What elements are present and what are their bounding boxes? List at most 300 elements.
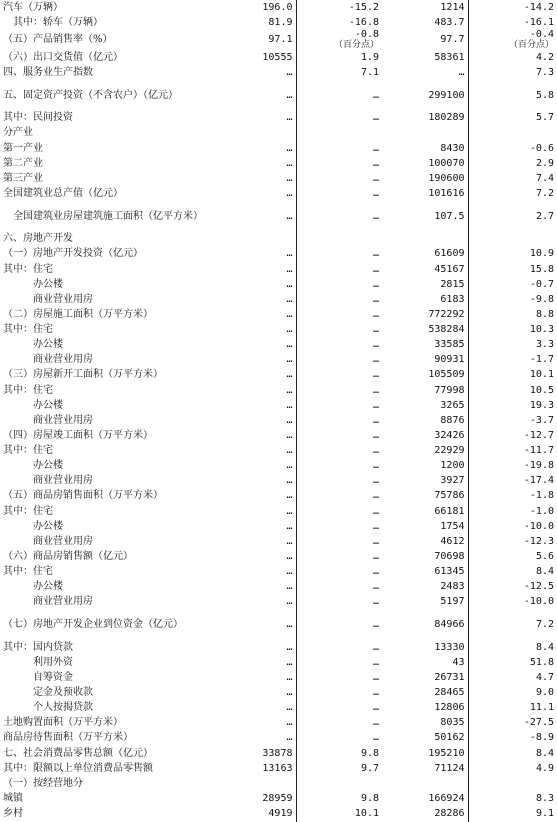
ytd-growth: -8.9 bbox=[529, 732, 554, 744]
ytd-growth bbox=[468, 232, 557, 247]
ytd-value: 1754 bbox=[382, 519, 468, 534]
table-row bbox=[0, 595, 557, 610]
ytd-growth: -0.6 bbox=[529, 142, 554, 154]
month-growth: … bbox=[372, 278, 379, 290]
ytd-value: 6183 bbox=[382, 292, 468, 307]
growth-value: -0.8 bbox=[354, 30, 379, 41]
month-value: … bbox=[204, 670, 296, 685]
ytd-growth: -1.7 bbox=[529, 354, 554, 366]
row-label: 办公楼 bbox=[33, 278, 63, 290]
ytd-value: 66181 bbox=[382, 504, 468, 519]
ytd-value: 61345 bbox=[382, 565, 468, 580]
table-row bbox=[0, 156, 557, 171]
month-value: … bbox=[204, 459, 296, 474]
ytd-growth: 5.8 bbox=[535, 89, 554, 101]
ytd-growth: 8.3 bbox=[535, 792, 554, 804]
row-label: 自筹资金 bbox=[33, 671, 73, 683]
month-growth: … bbox=[372, 550, 379, 562]
ytd-value: 26731 bbox=[382, 670, 468, 685]
month-growth: … bbox=[372, 369, 379, 381]
month-growth: … bbox=[372, 596, 379, 608]
row-label: 乡村 bbox=[3, 808, 23, 820]
table-row bbox=[0, 444, 557, 459]
month-growth: … bbox=[372, 566, 379, 578]
row-label: 其中：国内贷款 bbox=[3, 641, 73, 653]
month-value bbox=[204, 776, 296, 791]
month-value: … bbox=[204, 323, 296, 338]
month-value: 4919 bbox=[204, 807, 296, 822]
month-value: … bbox=[204, 368, 296, 383]
month-growth: … bbox=[372, 475, 379, 487]
month-value: 28959 bbox=[204, 791, 296, 806]
table-row bbox=[0, 262, 557, 277]
unit-note: （百分点） bbox=[333, 40, 379, 51]
month-value: 81.9 bbox=[204, 15, 296, 30]
table-row bbox=[0, 670, 557, 685]
ytd-value: 28465 bbox=[382, 686, 468, 701]
month-value: … bbox=[204, 595, 296, 610]
row-label: 其中：轿车（万辆） bbox=[13, 16, 103, 28]
month-value: … bbox=[204, 549, 296, 564]
row-label: 办公楼 bbox=[33, 520, 63, 532]
row-label: 其中：住宅 bbox=[3, 384, 53, 396]
table-row bbox=[0, 30, 557, 50]
row-label: 全国建筑业总产值（亿元） bbox=[3, 187, 123, 199]
month-value: … bbox=[204, 202, 296, 232]
ytd-growth: 10.9 bbox=[529, 248, 554, 260]
month-growth: … bbox=[372, 142, 379, 154]
ytd-value: 5197 bbox=[382, 595, 468, 610]
ytd-growth: 11.1 bbox=[529, 702, 554, 714]
row-label: 定金及预收款 bbox=[33, 687, 93, 699]
month-growth: … bbox=[372, 490, 379, 502]
table-row bbox=[0, 232, 557, 247]
month-growth: … bbox=[372, 732, 379, 744]
ytd-value: 12806 bbox=[382, 701, 468, 716]
month-value: 10555 bbox=[204, 50, 296, 65]
ytd-growth bbox=[468, 776, 557, 791]
month-growth: … bbox=[372, 248, 379, 260]
ytd-growth: -12.5 bbox=[523, 581, 554, 593]
month-value: … bbox=[204, 701, 296, 716]
row-label: 第二产业 bbox=[3, 157, 43, 169]
ytd-growth: 4.7 bbox=[535, 671, 554, 683]
row-label: 办公楼 bbox=[33, 399, 63, 411]
row-label: 土地购置面积（万平方米） bbox=[3, 717, 123, 729]
month-value: … bbox=[204, 565, 296, 580]
table-row bbox=[0, 292, 557, 307]
ytd-growth: -11.7 bbox=[523, 445, 554, 457]
month-growth: … bbox=[372, 354, 379, 366]
ytd-value: 43 bbox=[382, 655, 468, 670]
month-growth bbox=[296, 776, 382, 791]
month-growth: 9.8 bbox=[360, 792, 379, 804]
month-growth: … bbox=[372, 505, 379, 517]
table-row bbox=[0, 610, 557, 640]
ytd-value: 22929 bbox=[382, 444, 468, 459]
ytd-growth: 15.8 bbox=[529, 263, 554, 275]
row-label: 其中：住宅 bbox=[3, 566, 53, 578]
month-value: … bbox=[204, 428, 296, 443]
month-value: … bbox=[204, 655, 296, 670]
month-growth: … bbox=[372, 324, 379, 336]
table-row bbox=[0, 504, 557, 519]
ytd-value bbox=[382, 126, 468, 141]
ytd-growth: 7.3 bbox=[535, 66, 554, 78]
ytd-growth: 10.5 bbox=[529, 384, 554, 396]
table-row bbox=[0, 353, 557, 368]
month-value bbox=[204, 126, 296, 141]
month-value: … bbox=[204, 292, 296, 307]
row-label: （一）按经营地分 bbox=[3, 777, 83, 789]
ytd-growth: -9.8 bbox=[529, 293, 554, 305]
ytd-value: … bbox=[382, 65, 468, 80]
ytd-value: 33585 bbox=[382, 338, 468, 353]
table-row bbox=[0, 126, 557, 141]
table-row bbox=[0, 247, 557, 262]
ytd-growth: 8.8 bbox=[535, 308, 554, 320]
month-growth: … bbox=[372, 89, 379, 101]
month-value: … bbox=[204, 580, 296, 595]
ytd-growth: -3.7 bbox=[529, 414, 554, 426]
month-growth: … bbox=[372, 293, 379, 305]
month-value: … bbox=[204, 186, 296, 201]
row-label: 个人按揭贷款 bbox=[33, 702, 93, 714]
month-value: … bbox=[204, 353, 296, 368]
ytd-growth: 8.4 bbox=[535, 566, 554, 578]
month-growth bbox=[296, 30, 382, 50]
ytd-value: 190600 bbox=[382, 171, 468, 186]
month-value: … bbox=[204, 307, 296, 322]
month-growth: … bbox=[372, 641, 379, 653]
month-value: 97.1 bbox=[204, 30, 296, 50]
ytd-value: 45167 bbox=[382, 262, 468, 277]
ytd-value: 105509 bbox=[382, 368, 468, 383]
month-value: … bbox=[204, 111, 296, 126]
row-label: 城镇 bbox=[3, 792, 23, 804]
month-growth bbox=[296, 232, 382, 247]
ytd-growth: -12.3 bbox=[523, 535, 554, 547]
table-row bbox=[0, 580, 557, 595]
row-label: 其中：住宅 bbox=[3, 445, 53, 457]
month-growth: … bbox=[372, 520, 379, 532]
month-value: … bbox=[204, 534, 296, 549]
table-row bbox=[0, 686, 557, 701]
month-value: 33878 bbox=[204, 746, 296, 761]
month-value: … bbox=[204, 247, 296, 262]
month-value: … bbox=[204, 716, 296, 731]
month-value: … bbox=[204, 383, 296, 398]
table-row bbox=[0, 791, 557, 806]
month-value: 196.0 bbox=[204, 0, 296, 15]
row-label: 汽车（万辆） bbox=[3, 1, 63, 13]
month-growth: … bbox=[372, 702, 379, 714]
ytd-growth: 7.2 bbox=[535, 187, 554, 199]
table-row bbox=[0, 640, 557, 655]
ytd-value: 77998 bbox=[382, 383, 468, 398]
month-growth: … bbox=[372, 445, 379, 457]
row-label: （六）出口交货值（亿元） bbox=[3, 51, 123, 63]
month-value: … bbox=[204, 686, 296, 701]
ytd-growth: -27.5 bbox=[523, 717, 554, 729]
month-value: … bbox=[204, 610, 296, 640]
row-label: 七、社会消费品零售总额（亿元） bbox=[3, 747, 153, 759]
row-label: 其中：民间投资 bbox=[3, 112, 73, 124]
ytd-value: 97.7 bbox=[382, 30, 468, 50]
ytd-growth: 3.3 bbox=[535, 339, 554, 351]
table-row bbox=[0, 413, 557, 428]
ytd-growth: 2.7 bbox=[535, 210, 554, 222]
table-row bbox=[0, 398, 557, 413]
ytd-value: 101616 bbox=[382, 186, 468, 201]
month-value: … bbox=[204, 640, 296, 655]
month-growth: … bbox=[372, 112, 379, 124]
ytd-growth bbox=[468, 30, 557, 50]
table-row bbox=[0, 186, 557, 201]
month-growth: … bbox=[372, 172, 379, 184]
ytd-growth: -1.0 bbox=[529, 505, 554, 517]
month-value: … bbox=[204, 262, 296, 277]
table-row bbox=[0, 731, 557, 746]
table-row bbox=[0, 15, 557, 30]
ytd-value: 100070 bbox=[382, 156, 468, 171]
row-label: 商业营业用房 bbox=[33, 293, 93, 305]
ytd-growth: -1.8 bbox=[529, 490, 554, 502]
month-value: … bbox=[204, 398, 296, 413]
row-label: 商业营业用房 bbox=[33, 535, 93, 547]
table-row bbox=[0, 65, 557, 80]
month-growth: … bbox=[372, 619, 379, 630]
row-label: 商业营业用房 bbox=[33, 354, 93, 366]
month-growth bbox=[296, 126, 382, 141]
table-row bbox=[0, 111, 557, 126]
ytd-value: 1214 bbox=[382, 0, 468, 15]
row-label: 其中：限额以上单位消费品零售额 bbox=[3, 762, 153, 774]
ytd-growth: 4.2 bbox=[535, 51, 554, 63]
ytd-growth: -10.0 bbox=[523, 596, 554, 608]
row-label: （五）产品销售率（%） bbox=[3, 34, 113, 46]
ytd-value bbox=[382, 232, 468, 247]
row-label: （四）房屋竣工面积（万平方米） bbox=[3, 429, 153, 441]
ytd-growth: -14.2 bbox=[523, 1, 554, 13]
ytd-value: 299100 bbox=[382, 81, 468, 111]
ytd-value: 28286 bbox=[382, 807, 468, 822]
month-value: … bbox=[204, 81, 296, 111]
row-label: （六）商品房销售额（亿元） bbox=[3, 550, 133, 562]
month-growth: … bbox=[372, 399, 379, 411]
row-label: 六、房地产开发 bbox=[3, 233, 73, 245]
ytd-growth: 5.7 bbox=[535, 112, 554, 124]
ytd-growth bbox=[468, 126, 557, 141]
month-growth: … bbox=[372, 384, 379, 396]
ytd-growth: -0.7 bbox=[529, 278, 554, 290]
month-growth: … bbox=[372, 210, 379, 222]
table-row bbox=[0, 323, 557, 338]
month-growth: … bbox=[372, 339, 379, 351]
ytd-value: 84966 bbox=[382, 610, 468, 640]
table-row bbox=[0, 368, 557, 383]
month-growth: … bbox=[372, 460, 379, 472]
ytd-value: 50162 bbox=[382, 731, 468, 746]
ytd-value: 71124 bbox=[382, 761, 468, 776]
month-value: … bbox=[204, 338, 296, 353]
month-growth: … bbox=[372, 429, 379, 441]
table-row bbox=[0, 459, 557, 474]
ytd-growth: 4.9 bbox=[535, 762, 554, 774]
ytd-growth: 5.6 bbox=[535, 550, 554, 562]
row-label: 全国建筑业房屋建筑施工面积（亿平方米） bbox=[13, 210, 203, 222]
month-growth: 1.9 bbox=[360, 51, 379, 63]
month-growth: … bbox=[372, 581, 379, 593]
ytd-growth: 7.2 bbox=[535, 619, 554, 630]
ytd-value: 2483 bbox=[382, 580, 468, 595]
table-row bbox=[0, 0, 557, 15]
ytd-value: 3265 bbox=[382, 398, 468, 413]
table-row bbox=[0, 171, 557, 186]
ytd-value: 75786 bbox=[382, 489, 468, 504]
table-row bbox=[0, 519, 557, 534]
ytd-value: 180289 bbox=[382, 111, 468, 126]
month-growth: 9.7 bbox=[360, 762, 379, 774]
ytd-value: 4612 bbox=[382, 534, 468, 549]
table-row bbox=[0, 50, 557, 65]
row-label: 商品房待售面积（万平方米） bbox=[3, 732, 133, 744]
ytd-value: 58361 bbox=[382, 50, 468, 65]
table-row bbox=[0, 701, 557, 716]
ytd-value: 90931 bbox=[382, 353, 468, 368]
ytd-growth: 9.0 bbox=[535, 687, 554, 699]
row-label: 其中：住宅 bbox=[3, 324, 53, 336]
ytd-value: 13330 bbox=[382, 640, 468, 655]
month-growth: 9.8 bbox=[360, 747, 379, 759]
month-growth: … bbox=[372, 187, 379, 199]
ytd-value: 483.7 bbox=[382, 15, 468, 30]
ytd-value bbox=[382, 776, 468, 791]
ytd-growth: -19.8 bbox=[523, 460, 554, 472]
table-row bbox=[0, 716, 557, 731]
table-row bbox=[0, 474, 557, 489]
month-growth: … bbox=[372, 263, 379, 275]
month-value: … bbox=[204, 444, 296, 459]
row-label: （三）房屋新开工面积（万平方米） bbox=[3, 369, 163, 381]
ytd-growth: 10.3 bbox=[529, 324, 554, 336]
ytd-value: 538284 bbox=[382, 323, 468, 338]
month-growth: … bbox=[372, 687, 379, 699]
row-label: 商业营业用房 bbox=[33, 596, 93, 608]
ytd-value: 3927 bbox=[382, 474, 468, 489]
table-row bbox=[0, 428, 557, 443]
month-value: … bbox=[204, 141, 296, 156]
month-value: … bbox=[204, 413, 296, 428]
row-label: 四、服务业生产指数 bbox=[3, 66, 93, 78]
row-label: 商业营业用房 bbox=[33, 414, 93, 426]
row-label: 第一产业 bbox=[3, 142, 43, 154]
month-growth: -16.8 bbox=[348, 16, 379, 28]
table-row bbox=[0, 277, 557, 292]
ytd-growth: 8.4 bbox=[535, 747, 554, 759]
row-label: （二）房屋施工面积（万平方米） bbox=[3, 308, 153, 320]
month-value: … bbox=[204, 277, 296, 292]
ytd-value: 8876 bbox=[382, 413, 468, 428]
month-growth: … bbox=[372, 157, 379, 169]
row-label: （五）商品房销售面积（万平方米） bbox=[3, 490, 163, 502]
month-value: 13163 bbox=[204, 761, 296, 776]
table-row bbox=[0, 655, 557, 670]
row-label: 办公楼 bbox=[33, 581, 63, 593]
ytd-growth: -12.7 bbox=[523, 429, 554, 441]
month-growth: 7.1 bbox=[360, 66, 379, 78]
table-row bbox=[0, 81, 557, 111]
table-row bbox=[0, 776, 557, 791]
ytd-growth: -10.0 bbox=[523, 520, 554, 532]
table-row bbox=[0, 307, 557, 322]
month-growth: 10.1 bbox=[354, 808, 379, 820]
table-row bbox=[0, 534, 557, 549]
table-row bbox=[0, 489, 557, 504]
month-growth: -15.2 bbox=[348, 1, 379, 13]
row-label: 办公楼 bbox=[33, 339, 63, 351]
row-label: 其中：住宅 bbox=[3, 263, 53, 275]
month-growth: … bbox=[372, 671, 379, 683]
ytd-value: 107.5 bbox=[382, 202, 468, 232]
table-row bbox=[0, 549, 557, 564]
ytd-value: 8035 bbox=[382, 716, 468, 731]
month-value bbox=[204, 232, 296, 247]
ytd-value: 32426 bbox=[382, 428, 468, 443]
month-growth: … bbox=[372, 414, 379, 426]
month-value: … bbox=[204, 171, 296, 186]
row-label: 商业营业用房 bbox=[33, 475, 93, 487]
ytd-growth: 10.1 bbox=[529, 369, 554, 381]
row-label: 第三产业 bbox=[3, 172, 43, 184]
row-label: 利用外资 bbox=[33, 656, 73, 668]
row-label: 办公楼 bbox=[33, 460, 63, 472]
ytd-value: 1200 bbox=[382, 459, 468, 474]
ytd-growth: 51.8 bbox=[529, 656, 554, 668]
table-row bbox=[0, 761, 557, 776]
ytd-growth: -17.4 bbox=[523, 475, 554, 487]
row-label: 其中：住宅 bbox=[3, 505, 53, 517]
month-growth: … bbox=[372, 656, 379, 668]
month-value: … bbox=[204, 156, 296, 171]
table-row bbox=[0, 746, 557, 761]
table-row bbox=[0, 807, 557, 822]
row-label: （七）房地产开发企业到位资金（亿元） bbox=[3, 619, 183, 630]
month-value: … bbox=[204, 489, 296, 504]
month-value: … bbox=[204, 519, 296, 534]
ytd-value: 70698 bbox=[382, 549, 468, 564]
row-label: （一）房地产开发投资（亿元） bbox=[3, 248, 143, 260]
growth-value: -0.4 bbox=[529, 30, 554, 41]
table-row bbox=[0, 565, 557, 580]
row-label: 分产业 bbox=[3, 127, 33, 139]
month-growth: … bbox=[372, 535, 379, 547]
ytd-growth: 19.3 bbox=[529, 399, 554, 411]
table-row bbox=[0, 338, 557, 353]
ytd-value: 2815 bbox=[382, 277, 468, 292]
table-row bbox=[0, 141, 557, 156]
table-row bbox=[0, 383, 557, 398]
ytd-value: 195210 bbox=[382, 746, 468, 761]
ytd-value: 61609 bbox=[382, 247, 468, 262]
ytd-value: 772292 bbox=[382, 307, 468, 322]
ytd-growth: -16.1 bbox=[523, 16, 554, 28]
ytd-growth: 9.1 bbox=[535, 808, 554, 820]
ytd-value: 8430 bbox=[382, 141, 468, 156]
table-row bbox=[0, 202, 557, 232]
month-value: … bbox=[204, 731, 296, 746]
month-value: … bbox=[204, 65, 296, 80]
